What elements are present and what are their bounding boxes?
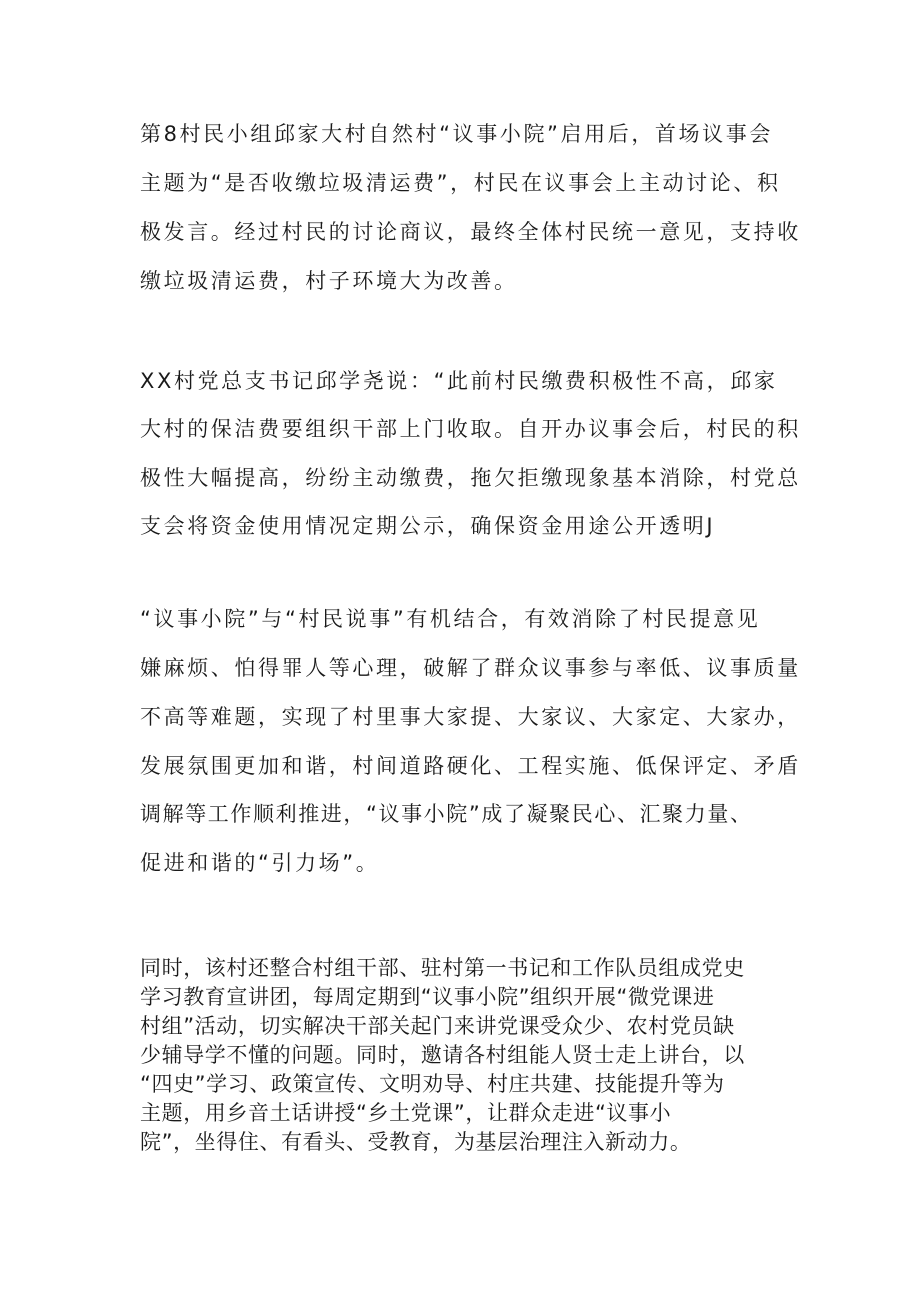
- paragraph-line: 缴垃圾清运费，村子环境大为改善。: [140, 269, 518, 293]
- paragraph-line: 不高等难题，实现了村里事大家提、大家议、大家定、大家办，: [140, 705, 801, 729]
- paragraph-line: 第8村民小组邱家大村自然村“议事小院”启用后，首场议事会: [140, 122, 773, 146]
- paragraph-line: 主题，用乡音土话讲授“乡土党课”，让群众走进“议事小: [140, 1101, 672, 1125]
- paragraph-line: 极性大幅提高，纷纷主动缴费，拖欠拒缴现象基本消除，村党总: [140, 466, 801, 490]
- paragraph-line: 大村的保洁费要组织干部上门收取。自开办议事会后，村民的积: [140, 417, 801, 441]
- paragraph-line: “议事小院”与“村民说事”有机结合，有效消除了村民提意见: [140, 607, 761, 631]
- paragraph-line: 少辅导学不懂的问题。同时，邀请各村组能人贤士走上讲台，以: [140, 1043, 745, 1067]
- paragraph-line: 促进和谐的“引力场”。: [140, 851, 380, 875]
- paragraph-line: 同时，该村还整合村组干部、驻村第一书记和工作队员组成党史: [140, 956, 745, 980]
- paragraph-line: 嫌麻烦、怕得罪人等心理，破解了群众议事参与率低、议事质量: [140, 656, 801, 680]
- paragraph-line: 调解等工作顺利推进，“议事小院”成了凝聚民心、汇聚力量、: [140, 802, 753, 826]
- paragraph-line: 主题为“是否收缴垃圾清运费”，村民在议事会上主动讨论、积: [140, 171, 781, 195]
- paragraph-line: XX村党总支书记邱学尧说：“此前村民缴费积极性不高，邱家: [140, 369, 778, 393]
- paragraph-line: 发展氛围更加和谐，村间道路硬化、工程实施、低保评定、矛盾: [140, 754, 801, 778]
- paragraph-line: 院”，坐得住、有看头、受教育，为基层治理注入新动力。: [140, 1130, 692, 1154]
- paragraph-line: 极发言。经过村民的讨论商议，最终全体村民统一意见，支持收: [140, 220, 801, 244]
- paragraph-line: 支会将资金使用情况定期公示，确保资金用途公开透明J: [140, 514, 716, 538]
- paragraph-line: 村组”活动，切实解决干部关起门来讲党课受众少、农村党员缺: [140, 1014, 735, 1038]
- paragraph-line: “四史”学习、政策宣传、文明劝导、村庄共建、技能提升等为: [140, 1072, 725, 1096]
- paragraph-line: 学习教育宣讲团，每周定期到“议事小院”组织开展“微党课进: [140, 985, 715, 1009]
